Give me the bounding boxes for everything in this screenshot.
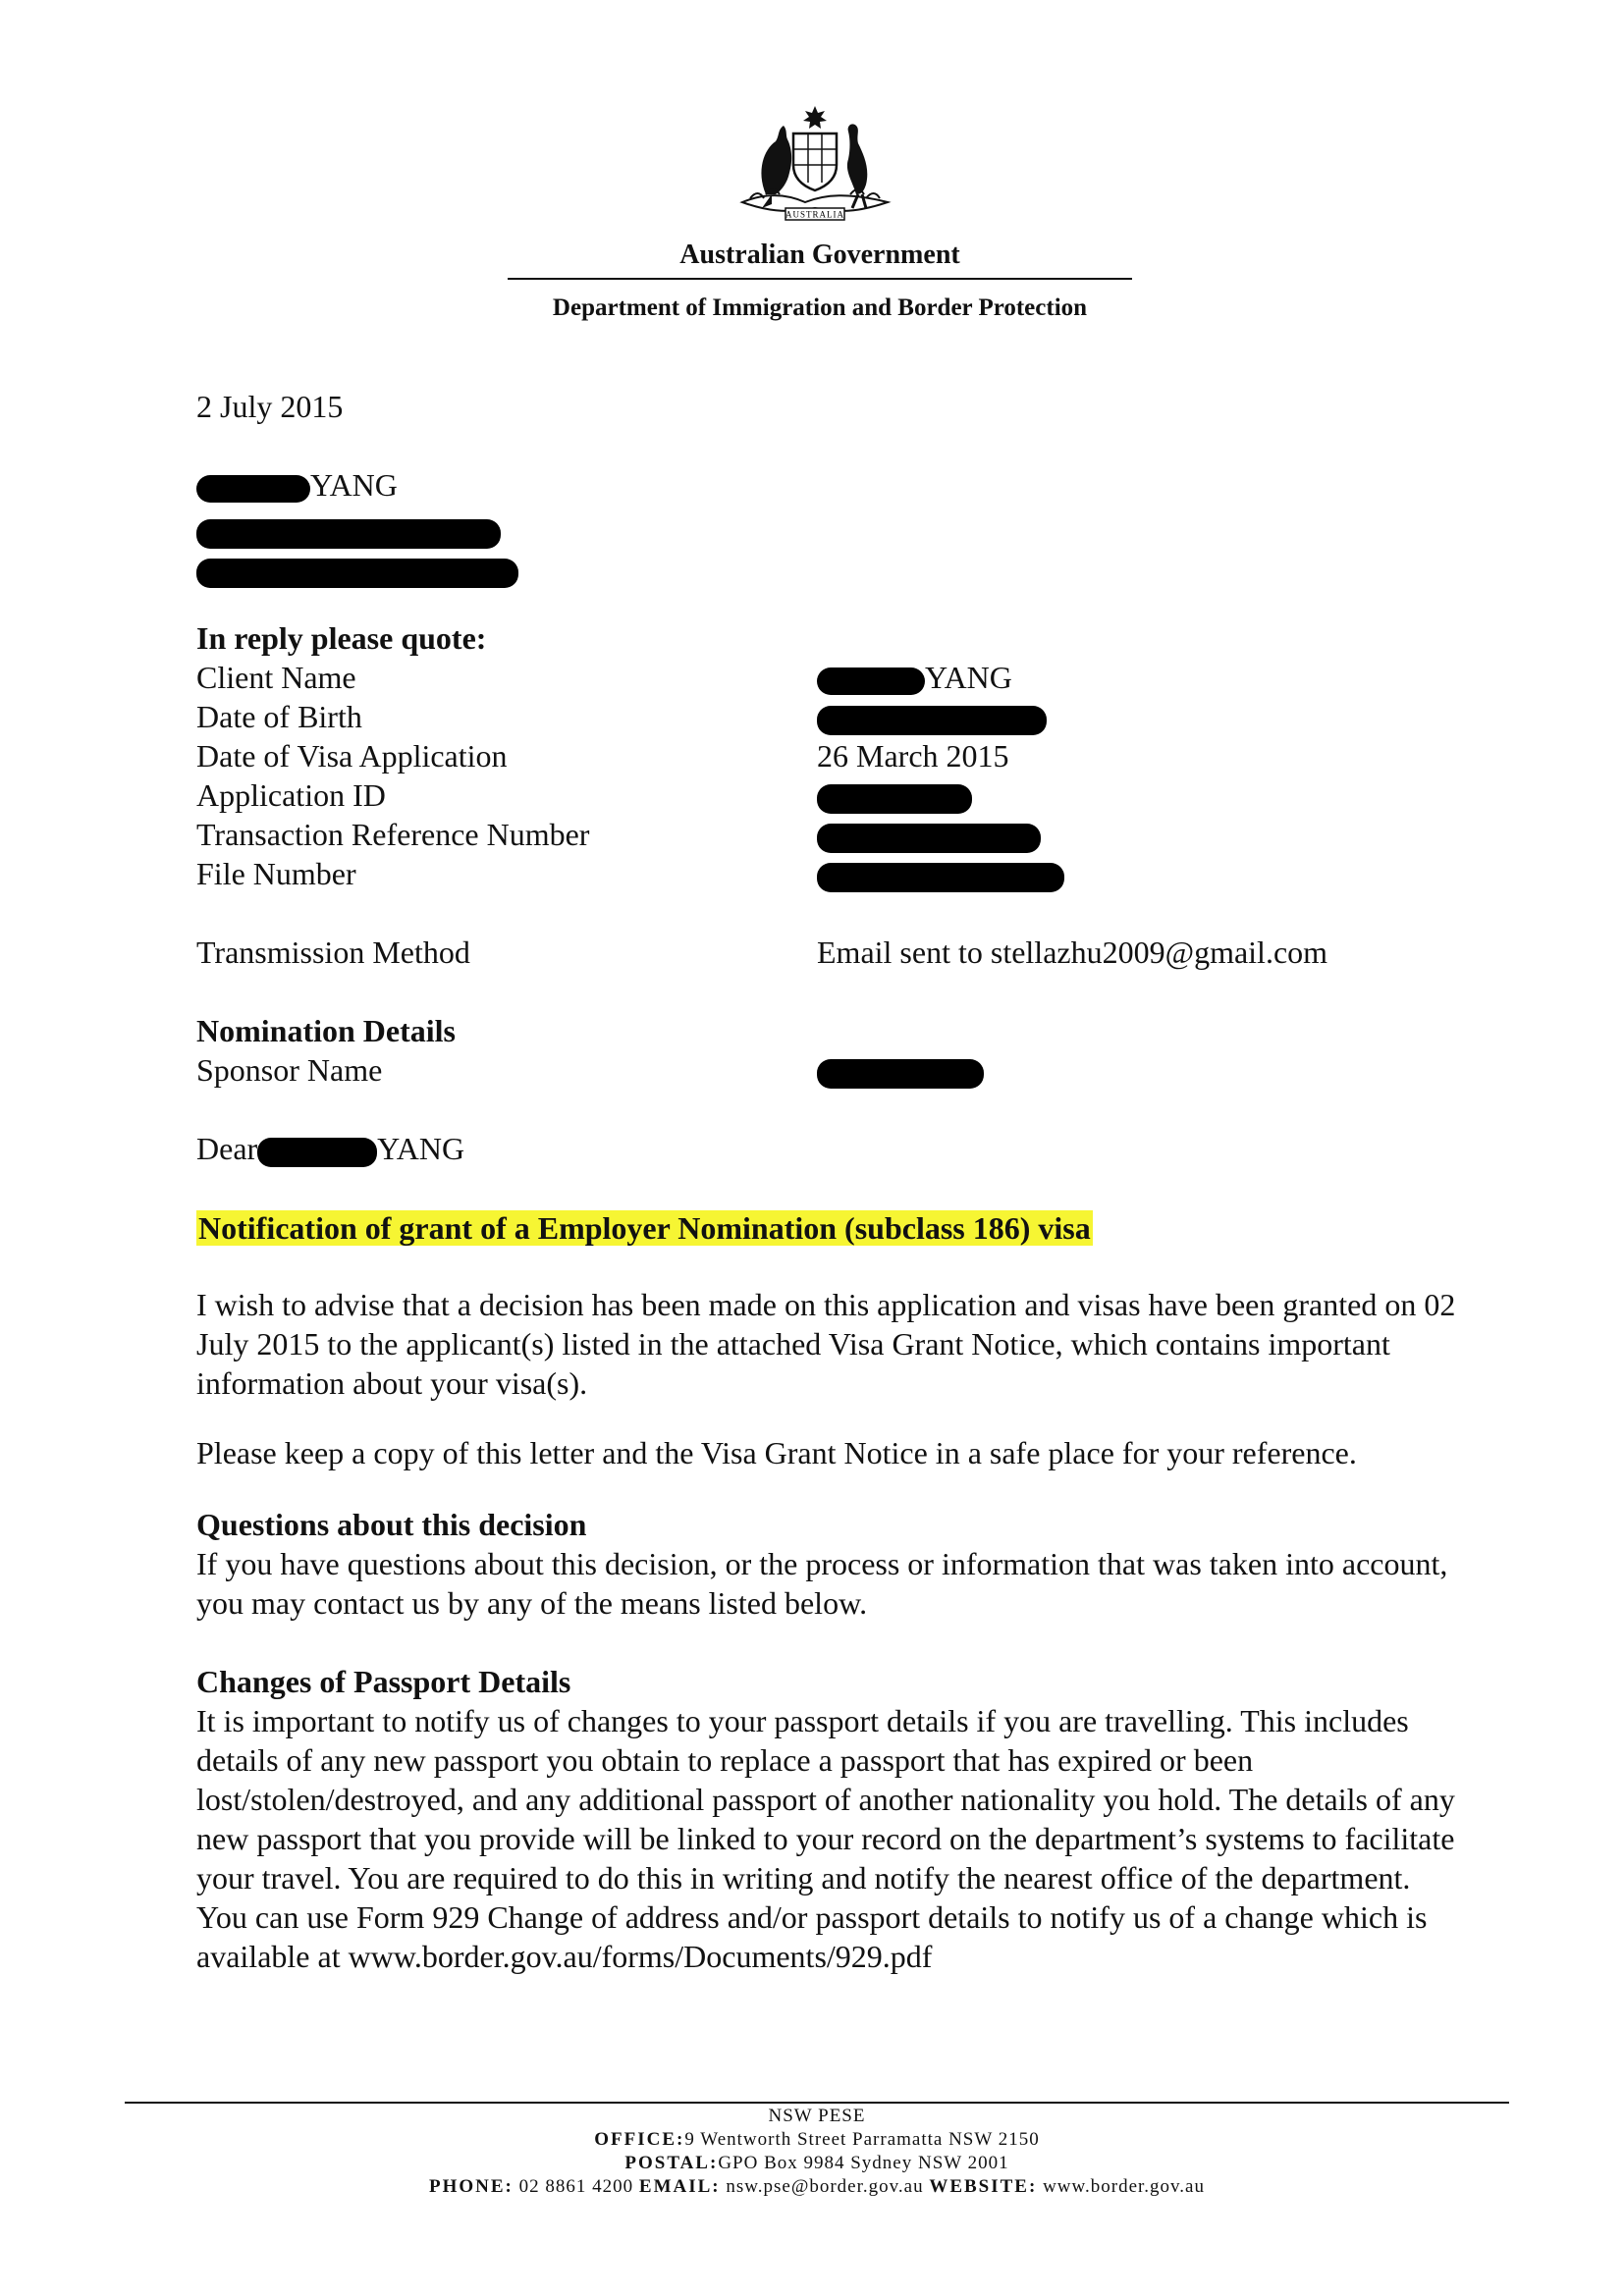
visa-app-date-value: 26 March 2015 <box>817 738 1009 774</box>
file-number-value <box>817 854 1064 893</box>
footer-postal-address: POSTAL:GPO Box 9984 Sydney NSW 2001 <box>624 2153 1009 2173</box>
government-title: Australian Government <box>679 240 960 270</box>
redaction-bar <box>257 1138 377 1167</box>
svg-text:AUSTRALIA: AUSTRALIA <box>785 209 844 220</box>
transmission-method-label: Transmission Method <box>196 934 470 970</box>
transmission-method-value: Email sent to stellazhu2009@gmail.com <box>817 934 1328 970</box>
dob-label: Date of Birth <box>196 699 362 734</box>
questions-heading: Questions about this decision <box>196 1507 587 1542</box>
reply-heading: In reply please quote: <box>196 620 487 656</box>
file-number-label: File Number <box>196 856 356 891</box>
sponsor-name-value <box>817 1050 984 1090</box>
redaction-bar <box>817 1059 984 1089</box>
salutation: Dear YANG <box>196 1131 465 1166</box>
client-name-value: YANG <box>817 658 1012 697</box>
questions-paragraph: If you have questions about this decision, or the process or information that was taken into account, you may contact us by any of the means listed below. <box>196 1546 1448 1621</box>
nomination-heading: Nomination Details <box>196 1013 456 1048</box>
subject-line: Notification of grant of a Employer Nomination (subclass 186) visa <box>198 1210 1091 1246</box>
application-id-label: Application ID <box>196 777 386 813</box>
redaction-bar <box>817 824 1041 853</box>
keep-copy-paragraph: Please keep a copy of this letter and the Visa Grant Notice in a safe place for your reference. <box>196 1435 1357 1470</box>
redaction-bar <box>817 667 925 695</box>
redaction-bar <box>817 784 972 814</box>
footer-office-name: NSW PESE <box>768 2106 866 2126</box>
passport-paragraph: It is important to notify us of changes to your passport details if you are travelling. This includes details of any new passport you obtain to replace a passport that has expired or been lost/stolen/destroyed, and any additional passport of another nationality you hold. The details of any new passport that you provide will be linked to your record on the department’s systems to facilitate your travel. You are required to do this in writing and notify the nearest office of the department. You can use Form 929 Change of address and/or passport details to notify us of a change which is available at www.border.gov.au/forms/Documents/929.pdf <box>196 1703 1455 1974</box>
recipient-name: YANG <box>196 465 398 505</box>
footer-divider <box>125 2102 1509 2104</box>
redaction-bar <box>196 559 518 588</box>
department-title: Department of Immigration and Border Protection <box>552 294 1088 321</box>
redaction-bar <box>196 519 501 549</box>
application-id-value <box>817 775 972 815</box>
redaction-bar <box>196 475 310 503</box>
trn-label: Transaction Reference Number <box>196 817 590 852</box>
coat-of-arms-logo <box>727 100 903 228</box>
dob-value <box>817 697 1047 736</box>
trn-value <box>817 815 1041 854</box>
recipient-address-line-2 <box>196 550 518 589</box>
redaction-bar <box>817 706 1047 735</box>
recipient-address-line-1 <box>196 510 501 550</box>
header-divider <box>508 278 1132 280</box>
decision-paragraph: I wish to advise that a decision has been made on this application and visas have been granted on 02 July 2015 to the applicant(s) listed in the attached Visa Grant Notice, which contains important information about your visa(s). <box>196 1287 1456 1401</box>
client-name-label: Client Name <box>196 660 356 695</box>
sponsor-name-label: Sponsor Name <box>196 1052 383 1088</box>
redaction-bar <box>817 863 1064 892</box>
passport-heading: Changes of Passport Details <box>196 1664 571 1699</box>
footer-office-address: OFFICE:9 Wentworth Street Parramatta NSW 2150 <box>594 2129 1040 2150</box>
letter-date: 2 July 2015 <box>196 389 344 424</box>
visa-app-date-label: Date of Visa Application <box>196 738 508 774</box>
footer-contact-line: PHONE: 02 8861 4200 EMAIL: nsw.pse@border.gov.au WEBSITE: www.border.gov.au <box>429 2176 1205 2197</box>
